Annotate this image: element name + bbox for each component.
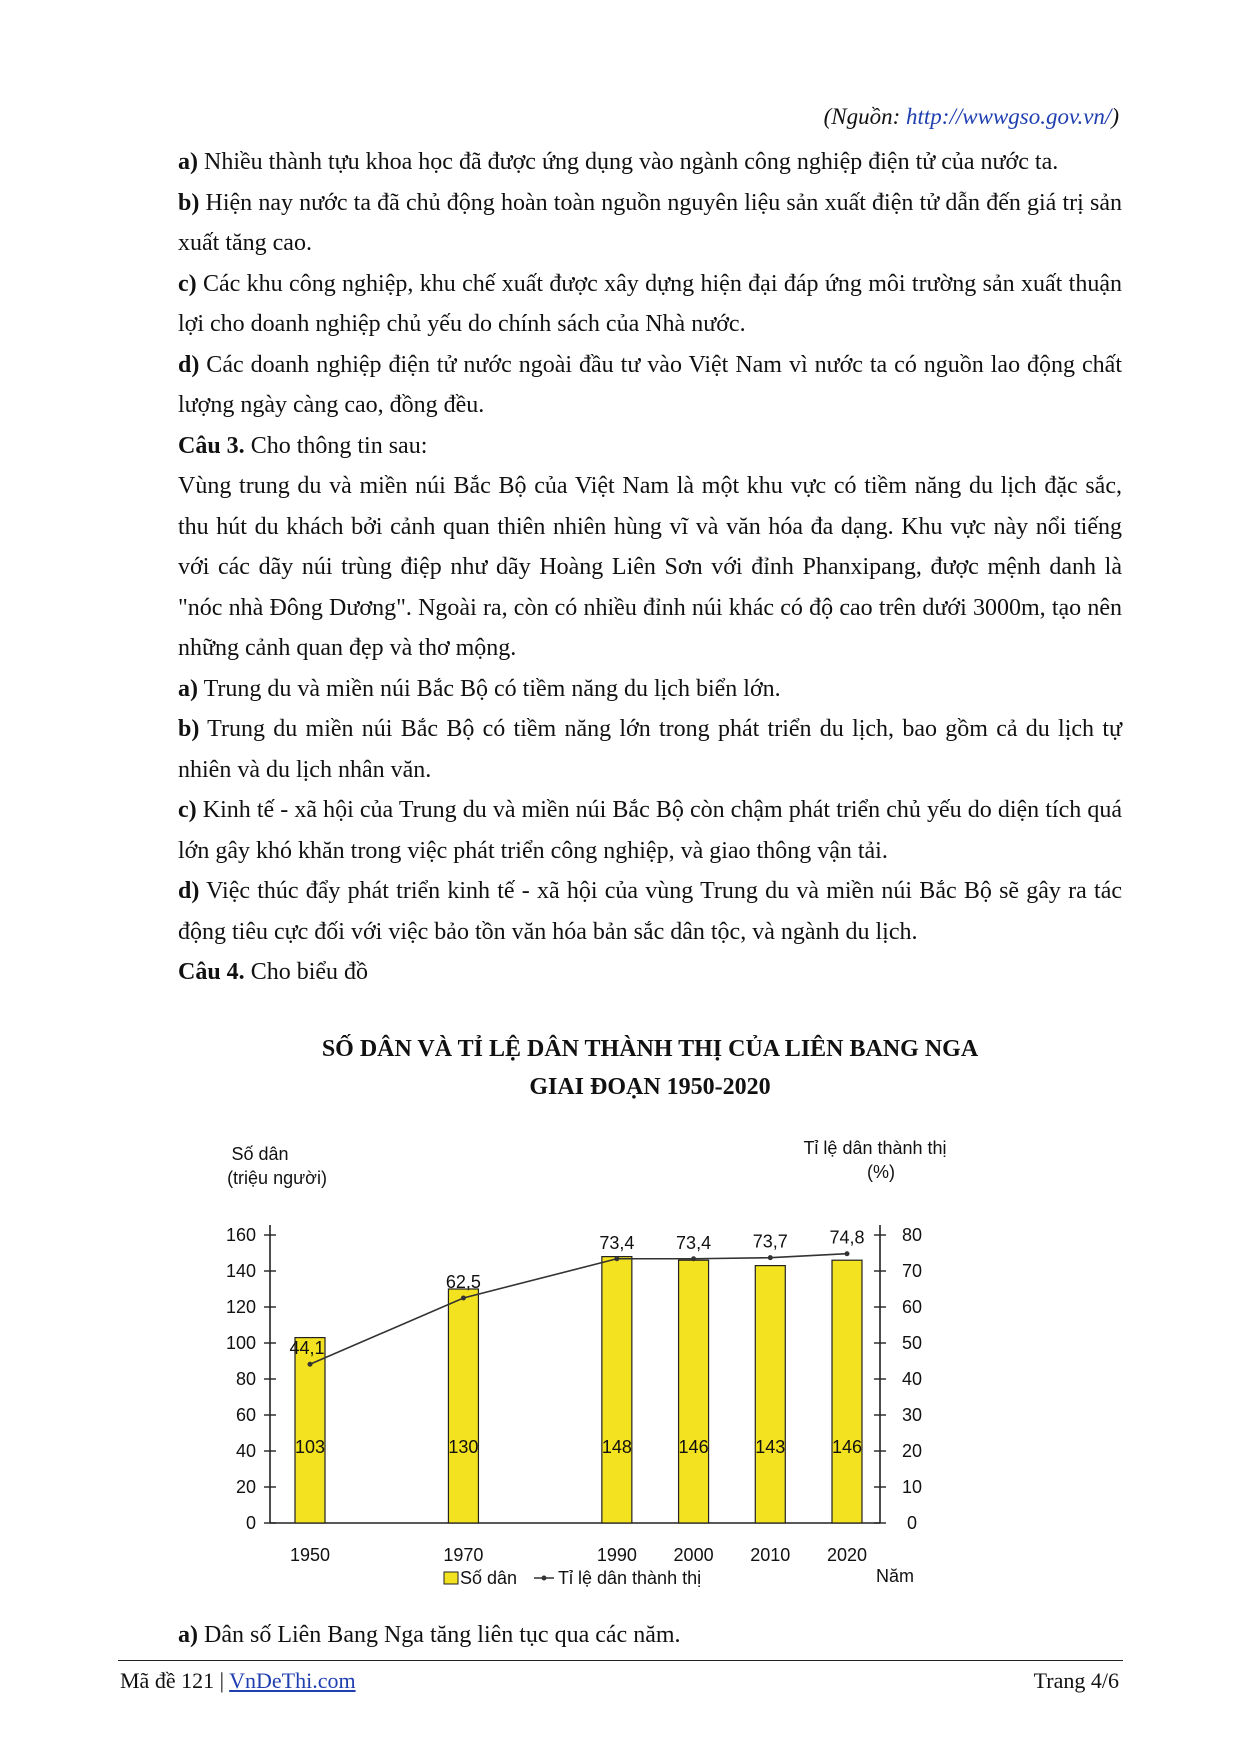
option-3d <box>178 871 1122 952</box>
left-tick-label: 140 <box>225 1261 256 1281</box>
x-tick-label: 1990 <box>596 1545 637 1565</box>
source-suffix: ) <box>1111 104 1119 129</box>
population-chart <box>225 1138 1100 1615</box>
right-tick-label: 50 <box>901 1333 923 1353</box>
legend-bar-swatch <box>444 1572 458 1584</box>
option-text: Trung du và miền núi Bắc Bộ có tiềm năng du lịch biển lớn. <box>198 675 781 702</box>
population-bar <box>832 1260 862 1523</box>
option-text: Trung du miền núi Bắc Bộ có tiềm năng lớn trong phát triển du lịch, bao gồm cả du lịch tự nhiên và du lịch nhân văn. <box>178 716 1122 783</box>
urban-rate-label: 73,4 <box>676 1232 712 1253</box>
x-tick-label: 2010 <box>750 1545 791 1565</box>
option-label: d) <box>178 878 200 904</box>
right-tick-label: 10 <box>901 1477 923 1497</box>
option-label: c) <box>178 270 197 297</box>
right-tick-label: 30 <box>901 1405 923 1425</box>
source-link[interactable]: http://wwwgso.gov.vn/ <box>906 104 1112 129</box>
option-label: b) <box>178 189 200 216</box>
right-tick-label: 80 <box>901 1225 923 1245</box>
footer-left <box>120 1668 356 1694</box>
option-text: Nhiều thành tựu khoa học đã được ứng dụng vào ngành công nghiệp điện tử của nước ta. <box>198 149 1059 175</box>
chart-subtitle: GIAI ĐOẠN 1950-2020 <box>529 1074 771 1100</box>
option-text: Kinh tế - xã hội của Trung du và miền núi Bắc Bộ còn chậm phát triển chủ yếu do diện tích quá lớn gây khó khăn trong việc phát triển công nghiệp, và giao thông vận tải. <box>178 797 1122 864</box>
question-text <box>178 142 1122 993</box>
option-3a <box>178 669 1122 710</box>
left-tick-label: 60 <box>235 1405 256 1425</box>
population-bar-label: 130 <box>448 1437 479 1457</box>
left-tick-label: 40 <box>235 1441 256 1461</box>
option-text: Các khu công nghiệp, khu chế xuất được xây dựng hiện đại đáp ứng môi trường sản xuất thuận lợi cho doanh nghiệp chủ yếu do chính sách của Nhà nước. <box>178 270 1122 337</box>
question-label: Câu 3. <box>178 432 245 459</box>
y2-axis-unit: (%) <box>867 1162 895 1182</box>
legend-bar-label: Số dân <box>460 1568 518 1588</box>
urban-rate-label: 73,7 <box>752 1231 788 1252</box>
right-tick-label: 0 <box>906 1513 918 1533</box>
x-axis-title: Năm <box>875 1566 915 1586</box>
source-note <box>824 104 1119 130</box>
option-2b <box>178 183 1122 264</box>
option-label: b) <box>178 716 200 742</box>
option-4a <box>178 1615 1122 1656</box>
question-4-heading <box>178 952 1122 993</box>
option-text: Dân số Liên Bang Nga tăng liên tục qua các năm. <box>198 1622 681 1648</box>
right-tick-label: 40 <box>901 1369 923 1389</box>
urban-rate-point <box>461 1296 466 1301</box>
option-text: Hiện nay nước ta đã chủ động hoàn toàn nguồn nguyên liệu sản xuất điện tử dẫn đến giá trị sản xuất tăng cao. <box>178 189 1122 256</box>
question-prompt: Cho thông tin sau: <box>244 432 428 459</box>
y2-axis-title: Tỉ lệ dân thành thị <box>803 1138 947 1158</box>
legend-line-label: Tỉ lệ dân thành thị <box>558 1568 702 1588</box>
x-tick-label: 1950 <box>289 1545 331 1565</box>
site-link[interactable]: VnDeThi.com <box>229 1668 356 1693</box>
option-label: c) <box>178 797 197 823</box>
population-bar <box>448 1289 478 1523</box>
urban-rate-label: 44,1 <box>289 1338 325 1359</box>
y-axis-unit: (triệu người) <box>227 1168 327 1188</box>
left-tick-label: 20 <box>235 1477 256 1497</box>
right-tick-label: 70 <box>901 1261 923 1281</box>
right-tick-label: 20 <box>901 1441 923 1461</box>
population-bar <box>602 1257 632 1523</box>
option-2d <box>178 345 1122 426</box>
population-bar-label: 146 <box>831 1437 863 1457</box>
population-bar-label: 148 <box>601 1437 632 1457</box>
left-tick-label: 120 <box>225 1297 256 1317</box>
left-tick-label: 100 <box>225 1333 256 1353</box>
option-text: Các doanh nghiệp điện tử nước ngoài đầu tư vào Việt Nam vì nước ta có nguồn lao động chất lượng ngày càng cao, đồng đều. <box>178 351 1122 418</box>
urban-rate-label: 62,5 <box>445 1272 481 1292</box>
population-bar <box>679 1260 709 1523</box>
population-bar-label: 146 <box>678 1437 709 1457</box>
question-3-passage: Vùng trung du và miền núi Bắc Bộ của Việt Nam là một khu vực có tiềm năng du lịch đặc sắc, thu hút du khách bởi cảnh quan thiên nhiên hùng vĩ và văn hóa đa dạng. Khu vực này nổi tiếng với các dãy núi trùng điệp như dãy Hoàng Liên Sơn với đỉnh Phanxipang, được mệnh danh là "nóc nhà Đông Dương". Ngoài ra, còn có nhiều đỉnh núi khác có độ cao trên dưới 3000m, tạo nên những cảnh quan đẹp và thơ mộng. <box>178 473 1122 661</box>
x-tick-label: 1970 <box>443 1545 484 1565</box>
question-label: Câu 4. <box>178 959 245 985</box>
chart-title: SỐ DÂN VÀ TỈ LỆ DÂN THÀNH THỊ CỦA LIÊN BANG NGA <box>321 1036 979 1062</box>
left-tick-label: 80 <box>235 1369 256 1389</box>
option-label: a) <box>178 675 198 702</box>
population-bar-label: 143 <box>755 1437 786 1457</box>
exam-code: Mã đề 121 | <box>120 1668 230 1693</box>
option-label: d) <box>178 351 200 378</box>
option-4a-line <box>178 1615 1122 1656</box>
left-tick-label: 160 <box>225 1225 256 1245</box>
urban-rate-point <box>614 1256 619 1261</box>
option-3b <box>178 709 1122 790</box>
option-2c <box>178 264 1122 345</box>
urban-rate-point <box>691 1256 696 1261</box>
question-prompt: Cho biểu đồ <box>244 959 369 985</box>
urban-rate-point <box>768 1255 773 1260</box>
x-tick-label: 2000 <box>673 1545 714 1565</box>
y-axis-title: Số dân <box>231 1144 289 1164</box>
left-tick-label: 0 <box>245 1513 256 1533</box>
option-label: a) <box>178 149 198 175</box>
urban-rate-point <box>845 1251 850 1256</box>
option-2a <box>178 142 1122 183</box>
population-bar-label: 103 <box>294 1437 326 1457</box>
right-tick-label: 60 <box>901 1297 923 1317</box>
question-3-heading <box>178 426 1122 467</box>
option-text: Việc thúc đẩy phát triển kinh tế - xã hội của vùng Trung du và miền núi Bắc Bộ sẽ gây ra tác động tiêu cực đối với việc bảo tồn văn hóa bản sắc dân tộc, và ngành du lịch. <box>178 878 1122 945</box>
option-label: a) <box>178 1622 198 1648</box>
urban-rate-label: 73,4 <box>599 1232 635 1253</box>
footer-divider <box>118 1660 1123 1661</box>
urban-rate-label: 74,8 <box>829 1227 865 1248</box>
page-number: Trang 4/6 <box>1033 1668 1119 1693</box>
population-bar <box>755 1266 785 1523</box>
legend-line-marker <box>542 1576 547 1581</box>
option-3c <box>178 790 1122 871</box>
urban-rate-point <box>308 1362 313 1367</box>
x-tick-label: 2020 <box>826 1545 868 1565</box>
source-prefix: (Nguồn: <box>823 104 907 129</box>
